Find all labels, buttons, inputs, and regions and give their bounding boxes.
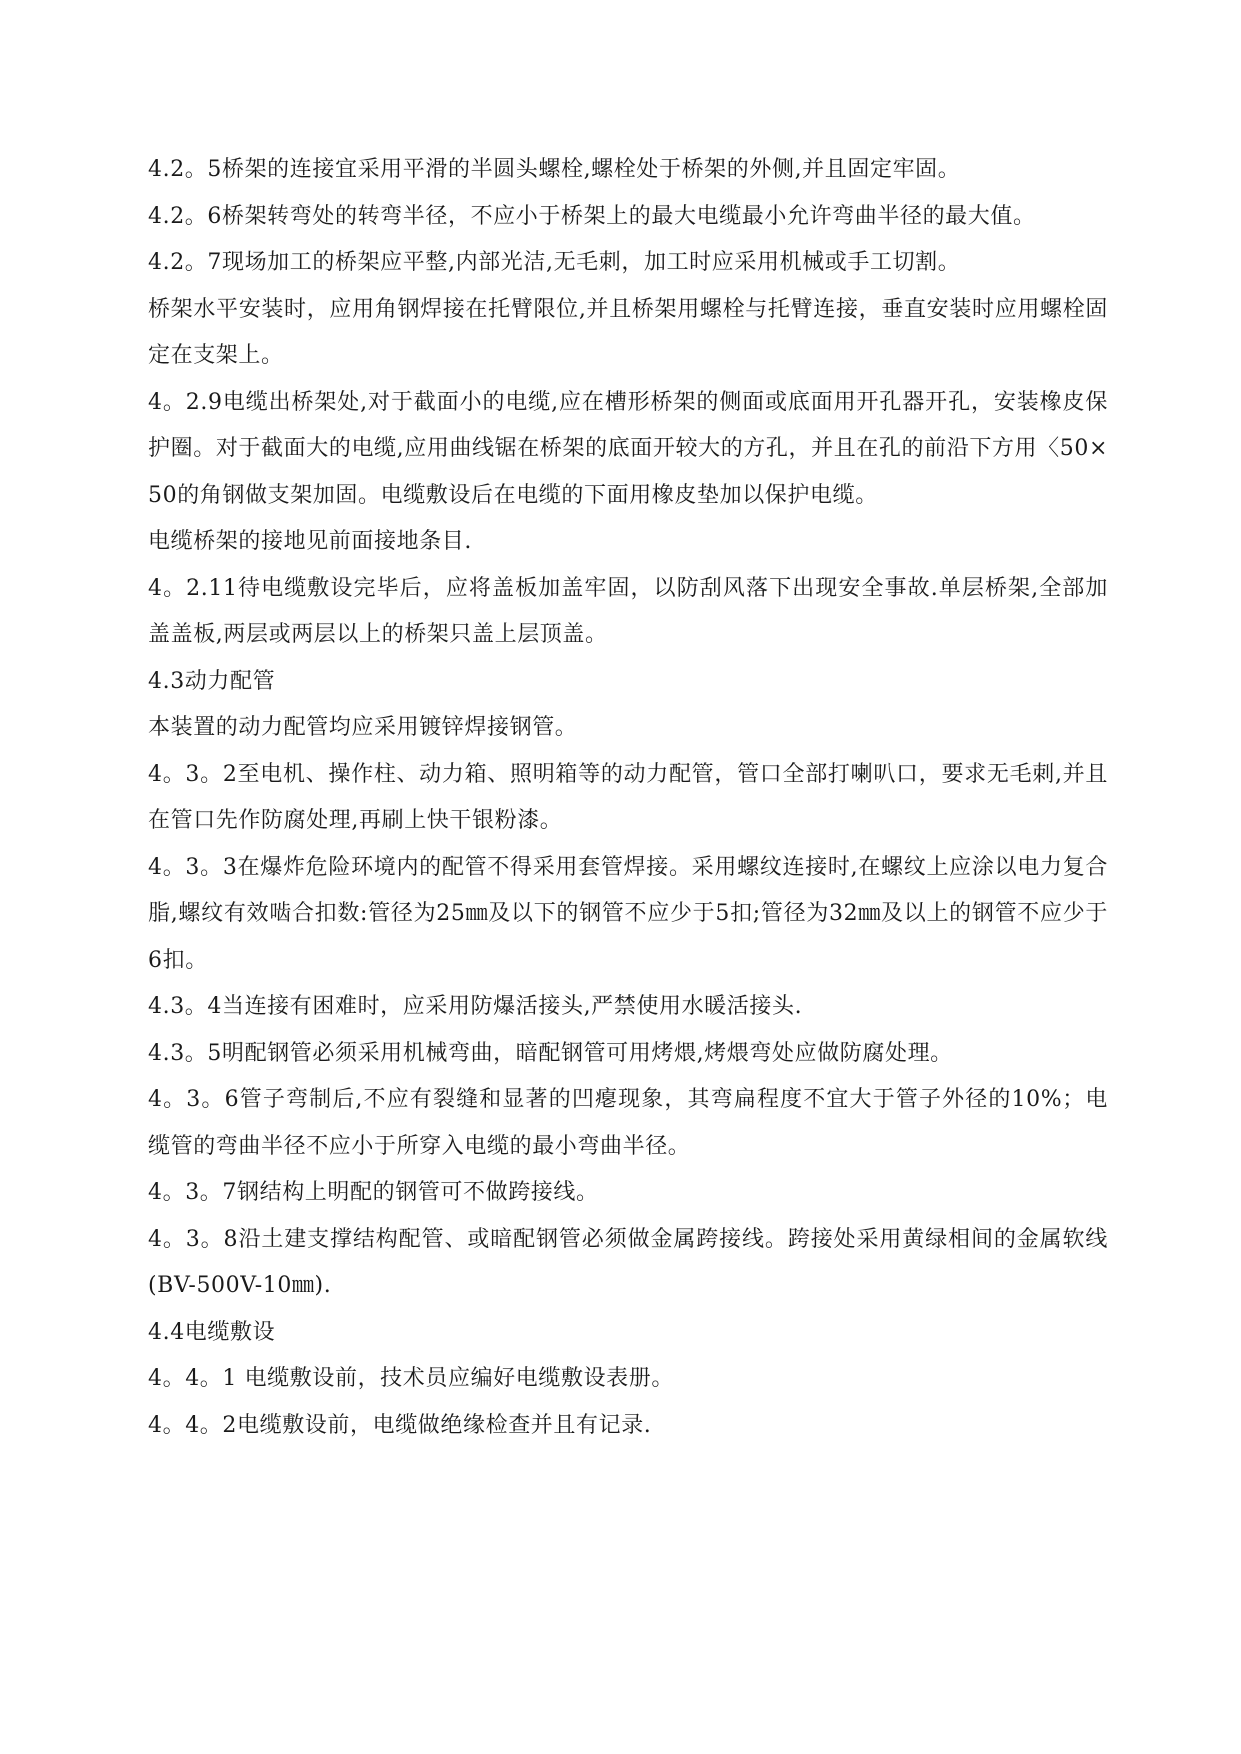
- paragraph-bridge-horizontal-install: 桥架水平安装时，应用角钢焊接在托臂限位,并且桥架用螺栓与托臂连接，垂直安装时应用螺栓固定在支架上。: [148, 296, 1108, 368]
- paragraph-4-4-2: 4。4。2电缆敷设前，电缆做绝缘检查并且有记录.: [148, 1412, 652, 1438]
- section-heading-4-3: 4.3动力配管: [148, 668, 276, 694]
- paragraph-4-2-7: 4.2。7现场加工的桥架应平整,内部光洁,无毛刺，加工时应采用机械或手工切割。: [148, 250, 961, 275]
- paragraph-4-3-4: 4.3。4当连接有困难时，应采用防爆活接头,严禁使用水暖活接头.: [148, 994, 803, 1019]
- paragraph-4-2-9: 4。2.9电缆出桥架处,对于截面小的电缆,应在槽形桥架的侧面或底面用开孔器开孔，安装橡皮保护圈。对于截面大的电缆,应用曲线锯在桥架的底面开较大的方孔，并且在孔的前沿下方用〈50×50的角钢做支架加固。电缆敷设后在电缆的下面用橡皮垫加以保护电缆。: [148, 389, 1108, 508]
- paragraph-4-3-8: 4。3。8沿土建支撑结构配管、或暗配钢管必须做金属跨接线。跨接处采用黄绿相间的金属软线(BV-500V-10㎜).: [148, 1226, 1108, 1298]
- paragraph-4-3-7: 4。3。7钢结构上明配的钢管可不做跨接线。: [148, 1180, 599, 1205]
- section-heading-4-4: 4.4电缆敷设: [148, 1319, 276, 1345]
- paragraph-power-conduit-intro: 本装置的动力配管均应采用镀锌焊接钢管。: [148, 715, 578, 740]
- paragraph-4-2-6: 4.2。6桥架转弯处的转弯半径，不应小于桥架上的最大电缆最小允许弯曲半径的最大值。: [148, 203, 1036, 229]
- paragraph-4-2-11: 4。2.11待电缆敷设完毕后，应将盖板加盖牢固，以防刮风落下出现安全事故.单层桥架,全部加盖盖板,两层或两层以上的桥架只盖上层顶盖。: [148, 575, 1108, 647]
- document-body: [148, 147, 1108, 1449]
- paragraph-4-3-6: 4。3。6管子弯制后,不应有裂缝和显著的凹瘪现象，其弯扁程度不宜大于管子外径的10%；电缆管的弯曲半径不应小于所穿入电缆的最小弯曲半径。: [148, 1087, 1108, 1159]
- paragraph-4-4-1: 4。4。1 电缆敷设前，技术员应编好电缆敷设表册。: [148, 1366, 674, 1391]
- paragraph-4-3-5: 4.3。5明配钢管必须采用机械弯曲，暗配钢管可用烤煨,烤煨弯处应做防腐处理。: [148, 1040, 953, 1066]
- paragraph-bridge-grounding: 电缆桥架的接地见前面接地条目.: [148, 529, 472, 554]
- paragraph-4-3-2: 4。3。2至电机、操作柱、动力箱、照明箱等的动力配管，管口全部打喇叭口，要求无毛刺,并且在管口先作防腐处理,再刷上快干银粉漆。: [148, 761, 1108, 833]
- paragraph-4-2-5: 4.2。5桥架的连接宜采用平滑的半圆头螺栓,螺栓处于桥架的外侧,并且固定牢固。: [148, 157, 961, 182]
- paragraph-4-3-3: 4。3。3在爆炸危险环境内的配管不得采用套管焊接。采用螺纹连接时,在螺纹上应涂以电力复合脂,螺纹有效啮合扣数:管径为25㎜及以下的钢管不应少于5扣;管径为32㎜及以上的钢管不应少于6扣。: [148, 854, 1108, 973]
